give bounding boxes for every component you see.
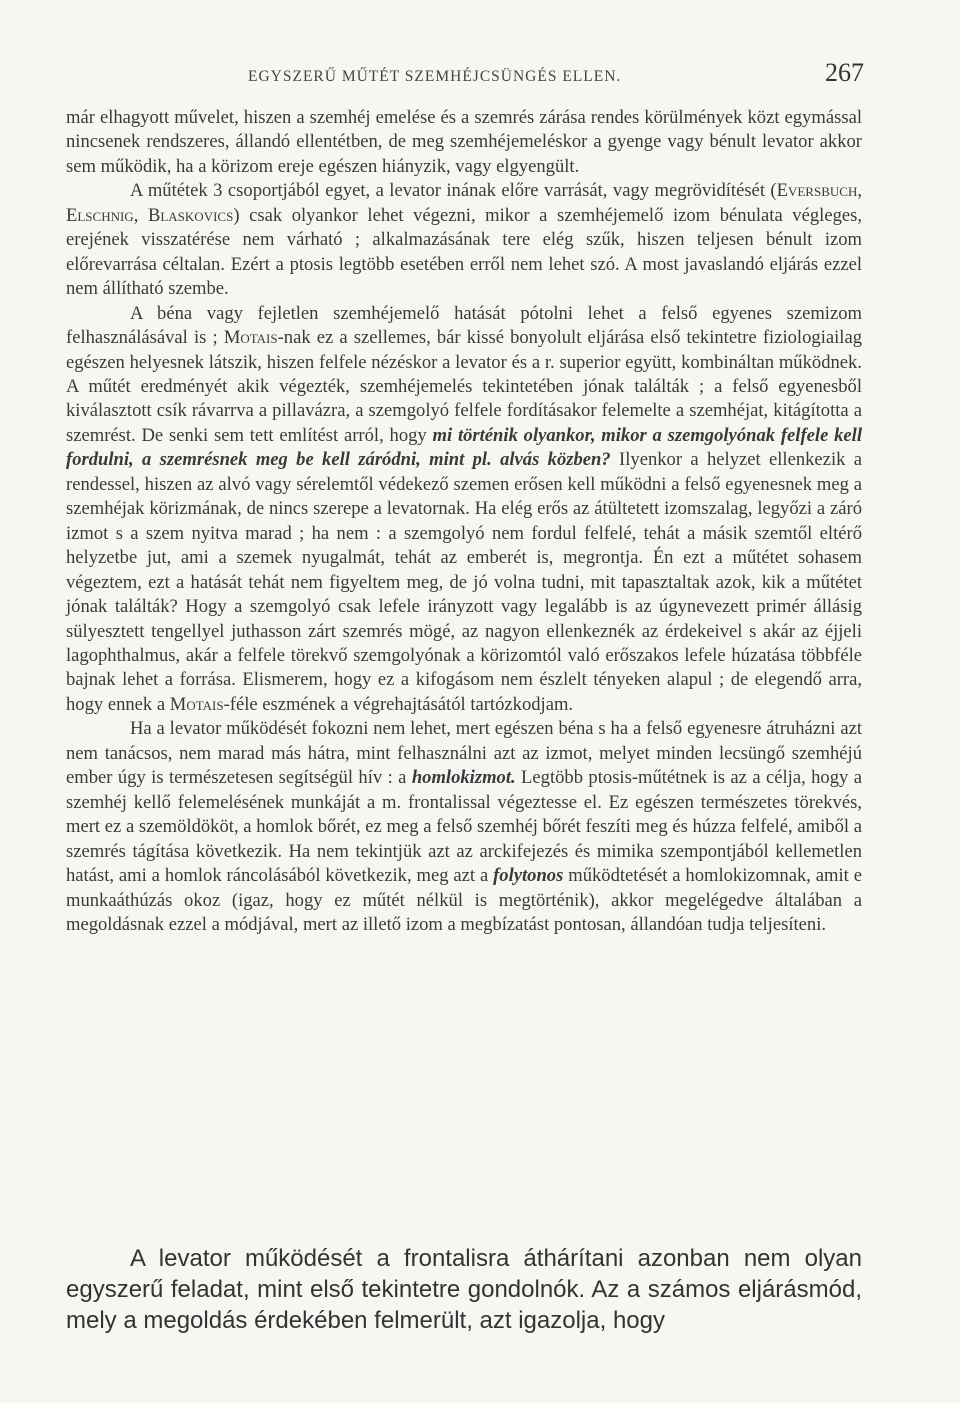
paragraph-5 [66, 1243, 862, 1336]
paragraph-2-text-3: , [133, 204, 148, 226]
paragraph-4-text-3: működtetését a homlokizomnak, amit e munkaáthúzás okoz (igaz, hogy ez műtét nélkül is megtörténik), akkor megelégedve általában a megoldásnak ezzel a módjával, mert az illető izom a megbízatást pontosan, állandóan tudja teljesíteni. [66, 865, 862, 935]
paragraph-2-text-4: ) csak olyankor lehet végezni, mikor a szemhéjemelő izom bénulata végleges, erejének visszatérése nem várható ; alkalmazásának tere elég szűk, hiszen teljesen bénult izom előrevarrása céltalan. Ezért a ptosis legtöbb esetében erről nem lehet szó. A most javaslandó eljárás ezzel nem állítható szembe. [66, 204, 863, 300]
paragraph-4-text-2: Legtöbb ptosis-műtétnek is az a célja, hogy a szemhéj kellő felemelésének munkáját a m. frontalissal végeztesse el. Ez egészen természetes törekvés, mert ez a szemöldököt, a homlok bőrét, ez meg a felső szemhéj bőrét feszíti meg és húzza felfelé, amiből a szemrés tágítása következik. Ha nem tekintjük azt az arckifejezés és mimika szempontjából kellemetlen hatást, ami a homlok ráncolásából következik, meg azt a [66, 767, 862, 887]
author-name: Eversbuch [776, 180, 858, 202]
paragraph-4-text-1: Ha a levator működését fokozni nem lehet, mert egészen béna s ha a felső egyenesre átruházni azt nem tanácsos, nem marad más hátra, mint felhasználni azt az izmot, melyet minden lecsüngő szemhéjú ember úgy is természetesen segítségül hív : a [66, 718, 862, 789]
emphasized-question: mi történik olyankor, mikor a szemgolyónak felfele kell fordulni, a szemrésnek meg be kell záródni, mint pl. alvás közben? [66, 424, 862, 471]
author-name: Blaskovics [147, 204, 234, 226]
page-header [248, 58, 864, 88]
paragraph-3-text-1: A béna vagy fejletlen szemhéjemelő hatását pótolni lehet a felső egyenes szemizom felhasználásával is ; [66, 302, 862, 349]
paragraph-1 [66, 106, 862, 179]
emphasized-term: homlokizmot. [411, 767, 516, 789]
paragraph-5-text: A levator működését a frontalisra áthárítani azonban nem olyan egyszerű feladat, mint első tekintetre gondolnók. Az a számos eljárásmód, mely a megoldás érdekében felmerült, azt igazolja, hogy [66, 1245, 862, 1334]
author-name: Motais [223, 327, 278, 349]
paragraph-4 [66, 717, 862, 937]
paragraph-3-text-3: Ilyenkor a helyzet ellenkezik a rendessel, hiszen az alvó vagy sérelemtől védekező szemen erősen kell működni a felső egyenesnek meg a szemhéjak körizmának, de nincs szerepe a levatornak. Ha elég erős az átültetett izomszalag, legyőzi a záró izmot s a szem nyitva marad ; ha nem : a szemgolyó nem fordul felfelé, tehát a másik szemtől eltérő helyzetbe jut, ami a szemek nyugalmát, tehát az emberét is, megrontja. Én ezt a műtétet sohasem végeztem, ezt a hatását tehát nem figyeltem meg, de jó volna tudni, mit tapasztaltak azok, kik a műtétet jónak találták? Hogy a szemgolyó csak lefele irányzott vagy legalább is az úgynevezett primér állásig sülyesztett tengellyel juthasson zárt szemrés mögé, az nagyon ellenkeznék az érdekeivel s akár az éjjeli lagophthalmus, akár a felfele törekvő szemgolyónak a körizomtól való erőszakos lefele húzatása többféle bajnak lehet a forrása. Elismerem, hogy ez a kifogásom nem észlelt tényeken alapul ; de elegendő arra, hogy ennek a [66, 449, 862, 715]
author-name: Motais [169, 693, 224, 715]
page-number: 267 [825, 58, 864, 87]
emphasized-term: folytonos [493, 865, 564, 887]
author-name: Elschnig [66, 204, 134, 226]
paragraph-3 [66, 302, 862, 718]
paragraph-2-text-2: , [857, 180, 862, 202]
paragraph-2 [66, 179, 862, 301]
running-head: EGYSZERŰ MŰTÉT SZEMHÉJCSÜNGÉS ELLEN. [248, 68, 622, 85]
paragraph-1-text: már elhagyott művelet, hiszen a szemhéj emelése és a szemrés zárása rendes körülmények közt egymással nincsenek rendszeres, állandó ellentétben, de meg szemhéjemeléskor a gyenge vagy bénult levator akkor sem működik, ha a körizom ereje egészen hiányzik, vagy elgyengült. [66, 107, 862, 177]
paragraph-3-text-2: -nak ez a szellemes, bár kissé bonyolult eljárása első tekintetre fiziologiailag egészen helyesnek látszik, hiszen felfele nézéskor a levator és a r. superior együtt, kombináltan működnek. A műtét eredményét akik végezték, szemhéjemelés tekintetében jónak találták ; a felső egyenesből kiválasztott csík rávarrva a pillavázra, a szemgolyó felfele fordításakor felemelte a szemhéjat, kitágította a szemrést. De senki sem tett említést arról, hogy [66, 327, 862, 446]
closing-paragraph [66, 1243, 862, 1336]
paragraph-3-text-4: -féle eszmének a végrehajtásától tartózkodjam. [223, 693, 574, 715]
paragraph-2-text-1: A műtétek 3 csoportjából egyet, a levator inának előre varrását, vagy megrövidítését ( [130, 180, 777, 202]
body-text [66, 106, 862, 937]
